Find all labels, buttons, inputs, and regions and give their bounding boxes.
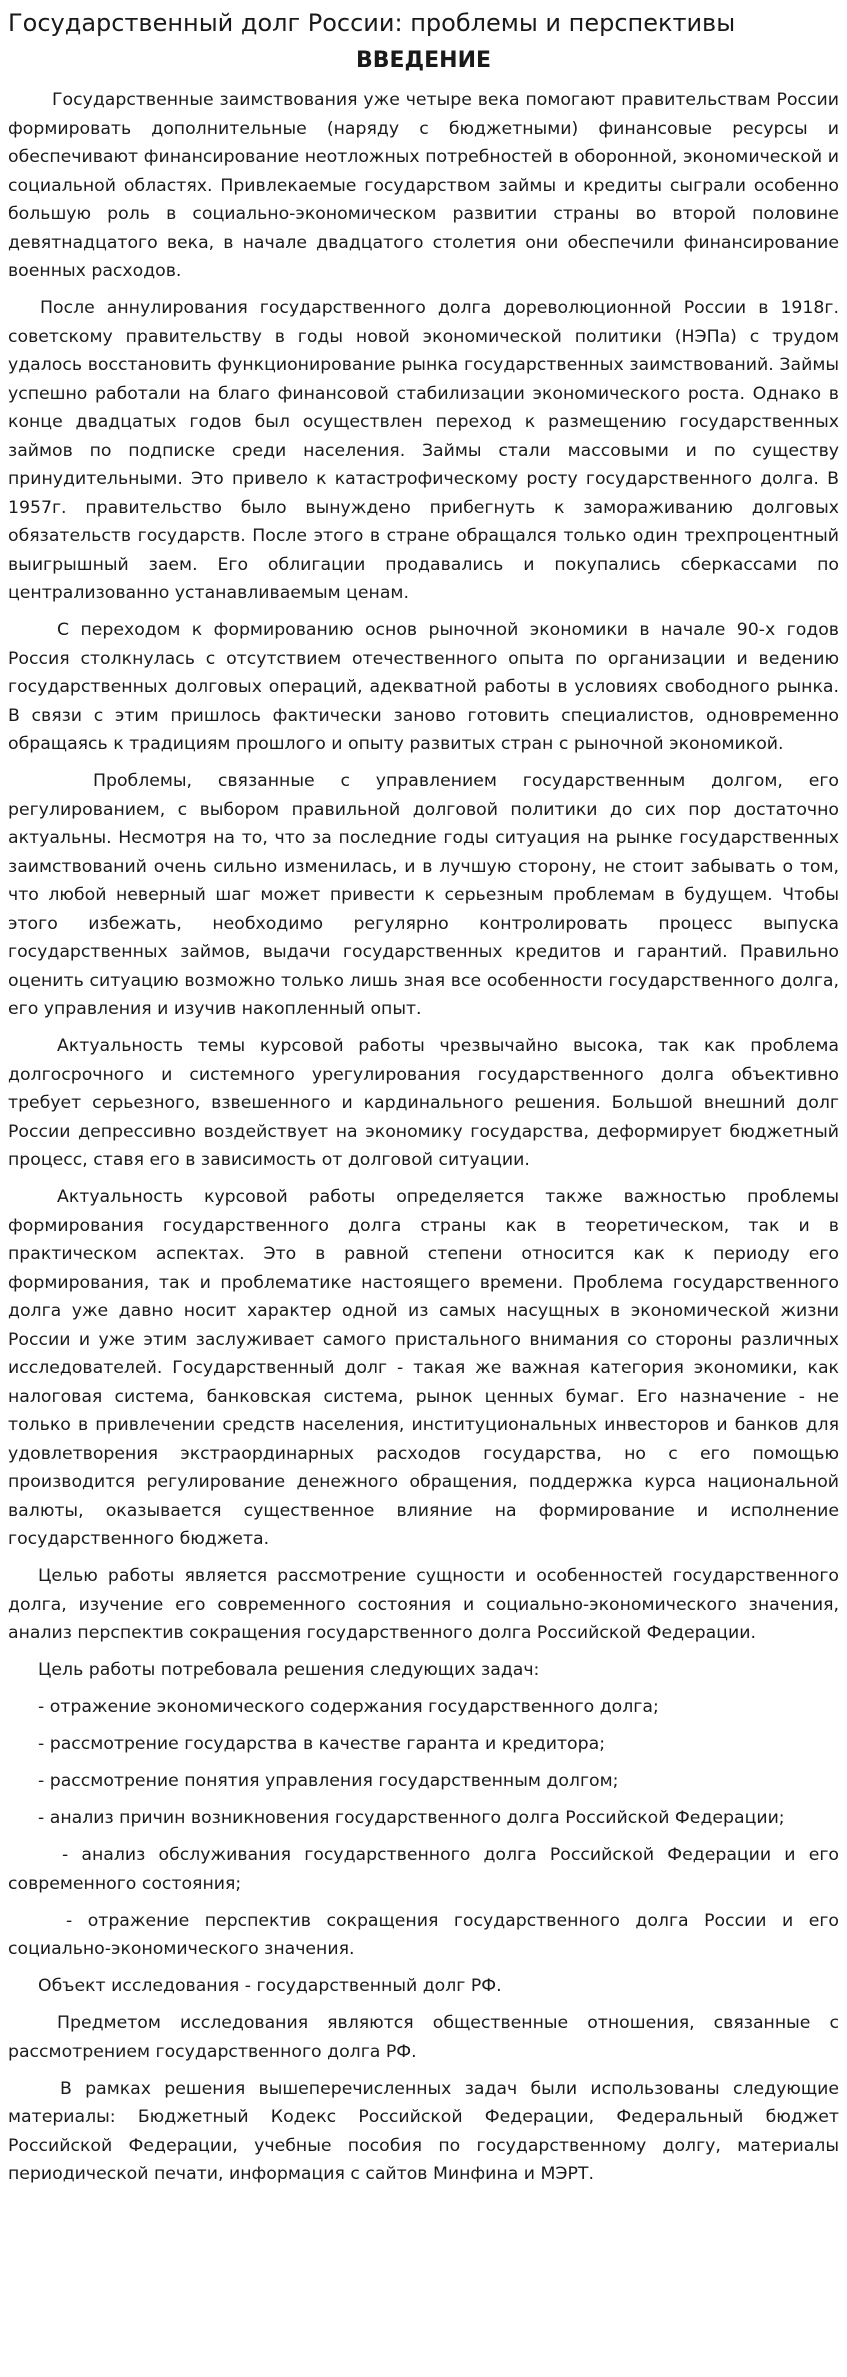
paragraph-relevance: Актуальность темы курсовой работы чрезвычайно высока, так как проблема долгосрочного и системного урегулирования государственного долга объективно требует серьезного, взвешенного и кардинального решения. Большой внешний долг России депрессивно воздействует на экономику государства, деформирует бюджетный процесс, ставя его в зависимость от долговой ситуации. [8,1036,839,1170]
list-item-task-4: - анализ причин возникновения государственного долга Российской Федерации; [38,1808,785,1828]
paragraph-subject: Предметом исследования являются общественные отношения, связанные с рассмотрением государственного долга РФ. [8,2013,839,2062]
section-heading: ВВЕДЕНИЕ [355,48,492,73]
paragraph-goal: Целью работы является рассмотрение сущности и особенностей государственного долга, изучение его современного состояния и социально-экономического значения, анализ перспектив сокращения государственного долга Российской Федерации. [8,1566,839,1643]
paragraph-problems: Проблемы, связанные с управлением государственным долгом, его регулированием, с выбором правильной долговой политики до сих пор достаточно актуальны. Несмотря на то, что за последние годы ситуация на рынке государственных заимствований очень сильно изменилась, и в лучшую сторону, не стоит забывать о том, что любой неверный шаг может привести к серьезным проблемам в будущем. Чтобы этого избежать, необходимо регулярно контролировать процесс выпуска государственных займов, выдачи государственных кредитов и гарантий. Правильно оценить ситуацию возможно только лишь зная все особенности государственного долга, его управления и изучив накопленный опыт. [8,771,839,1019]
paragraph-materials: В рамках решения вышеперечисленных задач были использованы следующие материалы: Бюджетный Кодекс Российской Федерации, Федеральный бюджет Российской Федерации, учебные пособия по государственному долгу, материалы периодической печати, информация с сайтов Минфина и МЭРТ. [8,2078,839,2184]
list-item-task-3: - рассмотрение понятия управления государственным долгом; [38,1771,619,1791]
paragraph-relevance-extended: Актуальность курсовой работы определяется также важностью проблемы формирования государственного долга страны как в теоретическом, так и в практическом аспектах. Это в равной степени относится как к периоду его формирования, так и проблематике настоящего времени. Проблема государственного долга уже давно носит характер одной из самых насущных в экономической жизни России и уже этим заслуживает самого пристального внимания со стороны различных исследователей. Государственный долг - такая же важная категория экономики, как налоговая система, банковская система, рынок ценных бумаг. Его назначение - не только в привлечении средств населения, институциональных инвесторов и банков для удовлетворения экстраординарных расходов государства, но с его помощью производится регулирование денежного обращения, поддержка курса национальной валюты, оказывается существенное влияние на формирование и исполнение государственного бюджета. [8,1187,839,1549]
list-item-task-1: - отражение экономического содержания государственного долга; [38,1697,659,1717]
paragraph-market-transition: С переходом к формированию основ рыночной экономики в начале 90-х годов Россия столкнулась с отсутствием отечественного опыта по организации и ведению государственных долговых операций, адекватной работы в условиях свободного рынка. В связи с этим пришлось фактически заново готовить специалистов, одновременно обращаясь к традициям прошлого и опыту развитых стран с рыночной экономикой. [8,620,839,754]
list-item-task-5: - анализ обслуживания государственного долга Российской Федерации и его современного состояния; [8,1845,839,1894]
document-title: Государственный долг России: проблемы и перспективы [8,9,736,37]
paragraph-intro-history: Государственные заимствования уже четыре века помогают правительствам России формировать дополнительные (наряду с бюджетными) финансовые ресурсы и обеспечивают финансирование неотложных потребностей в оборонной, экономической и социальной областях. Привлекаемые государством займы и кредиты сыграли особенно большую роль в социально-экономическом развитии страны во второй половине девятнадцатого века, в начале двадцатого столетия они обеспечили финансирование военных расходов. [8,90,839,281]
list-item-task-6: - отражение перспектив сокращения государственного долга России и его социально-экономического значения. [8,1910,839,1959]
paragraph-soviet-debt: После аннулирования государственного долга дореволюционной России в 1918г. советскому правительству в годы новой экономической политики (НЭПа) с трудом удалось восстановить функционирование рынка государственных заимствований. Займы успешно работали на благо финансовой стабилизации экономического роста. Однако в конце двадцатых годов был осуществлен переход к размещению государственных займов по подписке среди населения. Займы стали массовыми и по существу принудительными. Это привело к катастрофическому росту государственного долга. В 1957г. правительство было вынуждено прибегнуть к замораживанию долговых обязательств государств. После этого в стране обращался только один трехпроцентный выигрышный заем. Его облигации продавались и покупались сберкассами по централизованно устанавливаемым ценам. [8,298,839,603]
list-item-task-2: - рассмотрение государства в качестве гаранта и кредитора; [38,1734,606,1754]
paragraph-tasks-intro: Цель работы потребовала решения следующих задач: [38,1660,540,1680]
paragraph-object: Объект исследования - государственный долг РФ. [38,1976,502,1996]
